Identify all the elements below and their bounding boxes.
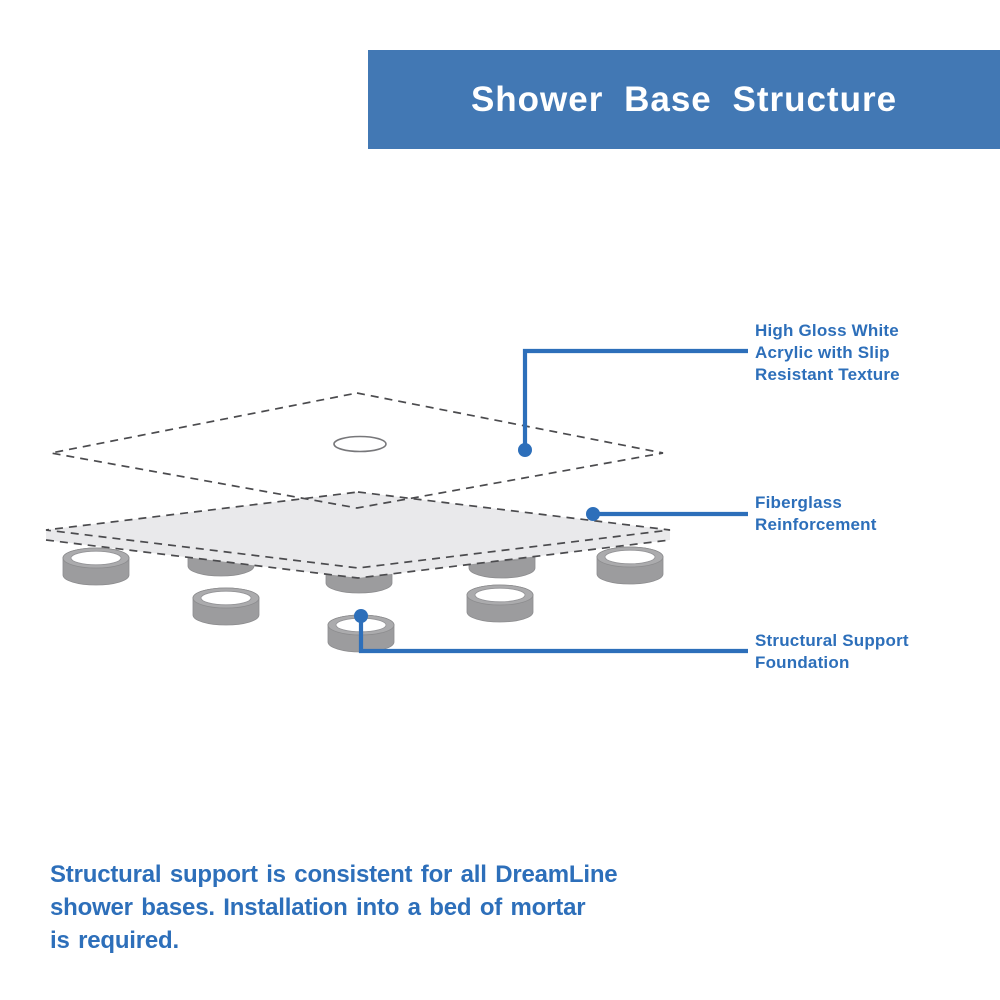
callout-acrylic-label [755, 320, 900, 386]
support-ring [597, 547, 663, 584]
structural-leader-dot [354, 609, 368, 623]
structural-leader-line [361, 616, 748, 651]
support-ring [467, 585, 533, 622]
callout-fiberglass-label [755, 492, 877, 536]
support-ring [193, 588, 259, 625]
fiberglass-reinforcement-layer [46, 492, 670, 578]
footnote-text [50, 858, 690, 957]
callout-line: Foundation [755, 653, 850, 672]
callout-line: Fiberglass [755, 493, 843, 512]
fiberglass-leader-dot [586, 507, 600, 521]
callout-line: Structural Support [755, 631, 909, 650]
callout-line: High Gloss White [755, 321, 899, 340]
footnote-line: shower bases. Installation into a bed of mortar [50, 894, 586, 921]
page-title: Shower Base Structure [470, 79, 898, 119]
drain-hole [334, 437, 386, 452]
footnote-line: is required. [50, 927, 179, 954]
callout-structural-label [755, 630, 909, 674]
callout-line: Reinforcement [755, 515, 877, 534]
acrylic-top-layer [51, 393, 663, 508]
fiberglass-slab-fill [46, 492, 670, 578]
acrylic-leader-line [525, 351, 748, 450]
callout-line: Resistant Texture [755, 365, 900, 384]
footnote-line: Structural support is consistent for all DreamLine [50, 861, 618, 888]
support-ring [63, 548, 129, 585]
callout-line: Acrylic with Slip [755, 343, 890, 362]
acrylic-leader-dot [518, 443, 532, 457]
